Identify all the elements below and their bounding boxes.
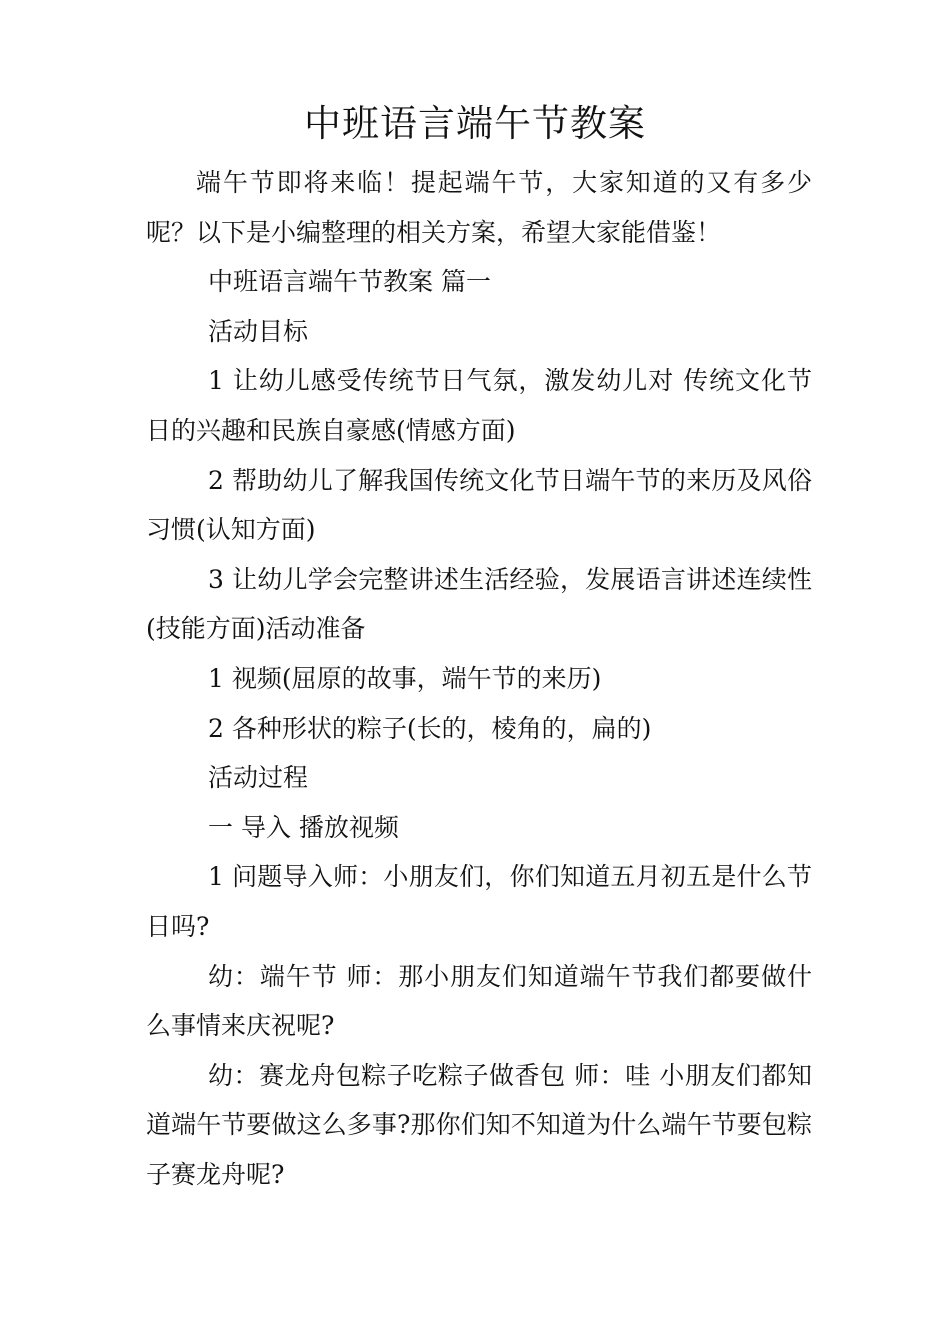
paragraph-intro: 端午节即将来临！提起端午节，大家知道的又有多少呢？以下是小编整理的相关方案，希望大家能借鉴！ xyxy=(146,168,812,247)
paragraph-section-heading: 中班语言端午节教案 篇一 xyxy=(208,267,491,297)
paragraph-step-1: 一 导入 播放视频 xyxy=(208,812,399,842)
paragraph-dialogue-2: 幼：赛龙舟包粽子吃粽子做香包 师：哇 小朋友们都知道端午节要做这么多事?那你们知不知道为什么端午节要包粽子赛龙舟呢? xyxy=(146,1060,812,1189)
paragraph-prep-2: 2 各种形状的粽子(长的，棱角的，扁的) xyxy=(208,713,652,743)
paragraph-goal-2: 2 帮助幼儿了解我国传统文化节日端午节的来历及风俗习惯(认知方面) xyxy=(146,465,812,545)
paragraph-question-1: 1 问题导入师：小朋友们，你们知道五月初五是什么节日吗? xyxy=(146,862,812,941)
paragraph-goals-heading: 活动目标 xyxy=(208,316,309,346)
document-body xyxy=(146,158,812,1199)
paragraph-dialogue-1: 幼：端午节 师：那小朋友们知道端午节我们都要做什么事情来庆祝呢? xyxy=(146,961,812,1041)
document-title: 中班语言端午节教案 xyxy=(304,102,646,145)
paragraph-process-heading: 活动过程 xyxy=(208,763,309,793)
paragraph-prep-1: 1 视频(屈原的故事，端午节的来历) xyxy=(208,663,602,693)
paragraph-goal-3: 3 让幼儿学会完整讲述生活经验，发展语言讲述连续性(技能方面)活动准备 xyxy=(146,564,812,644)
paragraph-goal-1: 1 让幼儿感受传统节日气氛，激发幼儿对 传统文化节日的兴趣和民族自豪感(情感方面) xyxy=(146,366,812,445)
